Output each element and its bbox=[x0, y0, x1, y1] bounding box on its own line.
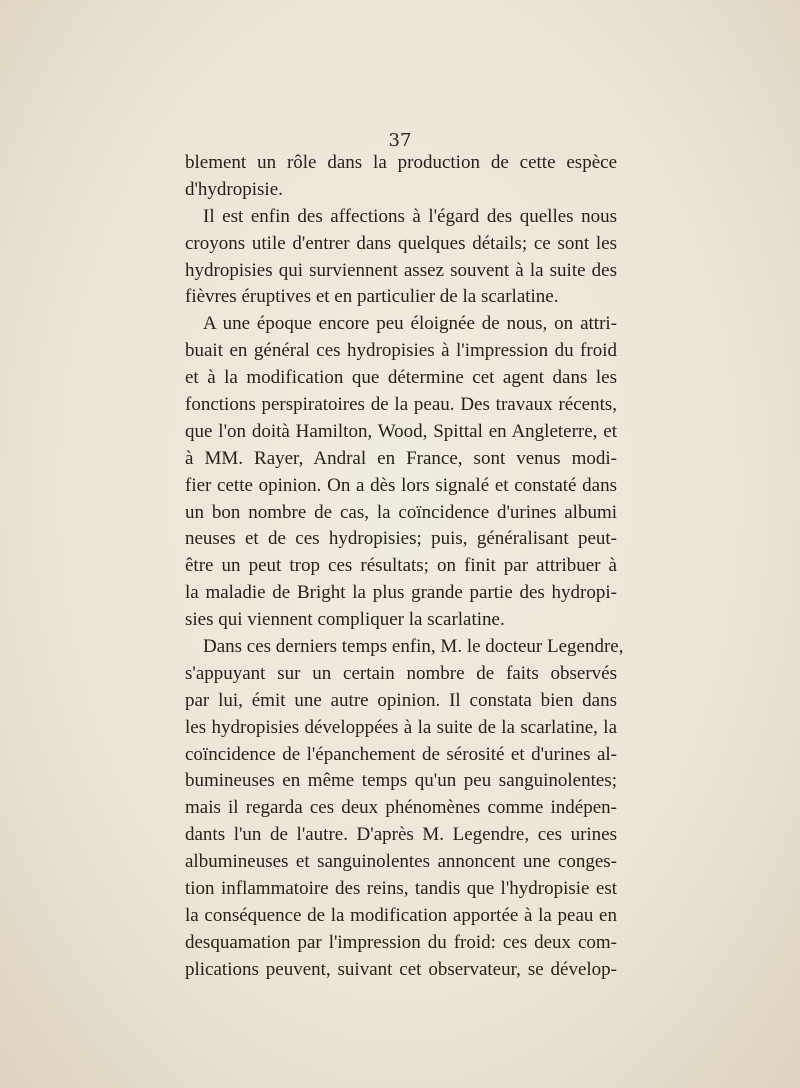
text-line: neuses et de ces hydropisies; puis, généralisant peut- bbox=[185, 528, 617, 550]
text-line: d'hydropisie. bbox=[185, 178, 283, 200]
text-line: albumineuses et sanguinolentes annoncent une conges- bbox=[185, 851, 617, 873]
text-line: tion inflammatoire des reins, tandis que l'hydropisie est bbox=[185, 878, 617, 900]
text-line: A une époque encore peu éloignée de nous, on attri- bbox=[203, 313, 617, 335]
text-line: sies qui viennent compliquer la scarlatine. bbox=[185, 609, 505, 631]
text-line: à MM. Rayer, Andral en France, sont venus modi- bbox=[185, 447, 617, 469]
text-line: s'appuyant sur un certain nombre de faits observés bbox=[185, 662, 617, 684]
text-line: fonctions perspiratoires de la peau. Des travaux récents, bbox=[185, 394, 617, 416]
text-line: par lui, émit une autre opinion. Il constata bien dans bbox=[185, 689, 617, 711]
text-line: être un peut trop ces résultats; on finit par attribuer à bbox=[185, 555, 617, 577]
text-line: plications peuvent, suivant cet observateur, se dévelop- bbox=[185, 958, 617, 980]
text-line: Dans ces derniers temps enfin, M. le docteur Legendre, bbox=[203, 636, 624, 658]
text-line: les hydropisies développées à la suite de la scarlatine, la bbox=[185, 716, 617, 738]
text-line: fier cette opinion. On a dès lors signalé et constaté dans bbox=[185, 474, 617, 496]
text-line: buait en général ces hydropisies à l'impression du froid bbox=[185, 340, 617, 362]
text-line: Il est enfin des affections à l'égard des quelles nous bbox=[203, 205, 617, 227]
text-line: mais il regarda ces deux phénomènes comme indépen- bbox=[185, 797, 617, 819]
text-line: desquamation par l'impression du froid: ces deux com- bbox=[185, 931, 617, 953]
text-line: que l'on doità Hamilton, Wood, Spittal en Angleterre, et bbox=[185, 420, 617, 442]
page-number: 37 bbox=[388, 130, 412, 151]
text-line: coïncidence de l'épanchement de sérosité et d'urines al- bbox=[185, 743, 617, 765]
text-line: et à la modification que détermine cet agent dans les bbox=[185, 367, 617, 389]
text-line: la maladie de Bright la plus grande partie des hydropi- bbox=[185, 582, 617, 604]
text-line: hydropisies qui surviennent assez souvent à la suite des bbox=[185, 259, 617, 281]
text-line: dants l'un de l'autre. D'après M. Legendre, ces urines bbox=[185, 824, 617, 846]
text-line: la conséquence de la modification apportée à la peau en bbox=[185, 904, 617, 926]
text-line: fièvres éruptives et en particulier de la scarlatine. bbox=[185, 286, 559, 308]
text-line: blement un rôle dans la production de cette espèce bbox=[185, 152, 617, 173]
text-line: bumineuses en même temps qu'un peu sanguinolentes; bbox=[185, 770, 617, 792]
text-line: croyons utile d'entrer dans quelques détails; ce sont les bbox=[185, 232, 617, 254]
text-line: un bon nombre de cas, la coïncidence d'urines albumi bbox=[185, 501, 617, 523]
body-text bbox=[185, 150, 624, 984]
